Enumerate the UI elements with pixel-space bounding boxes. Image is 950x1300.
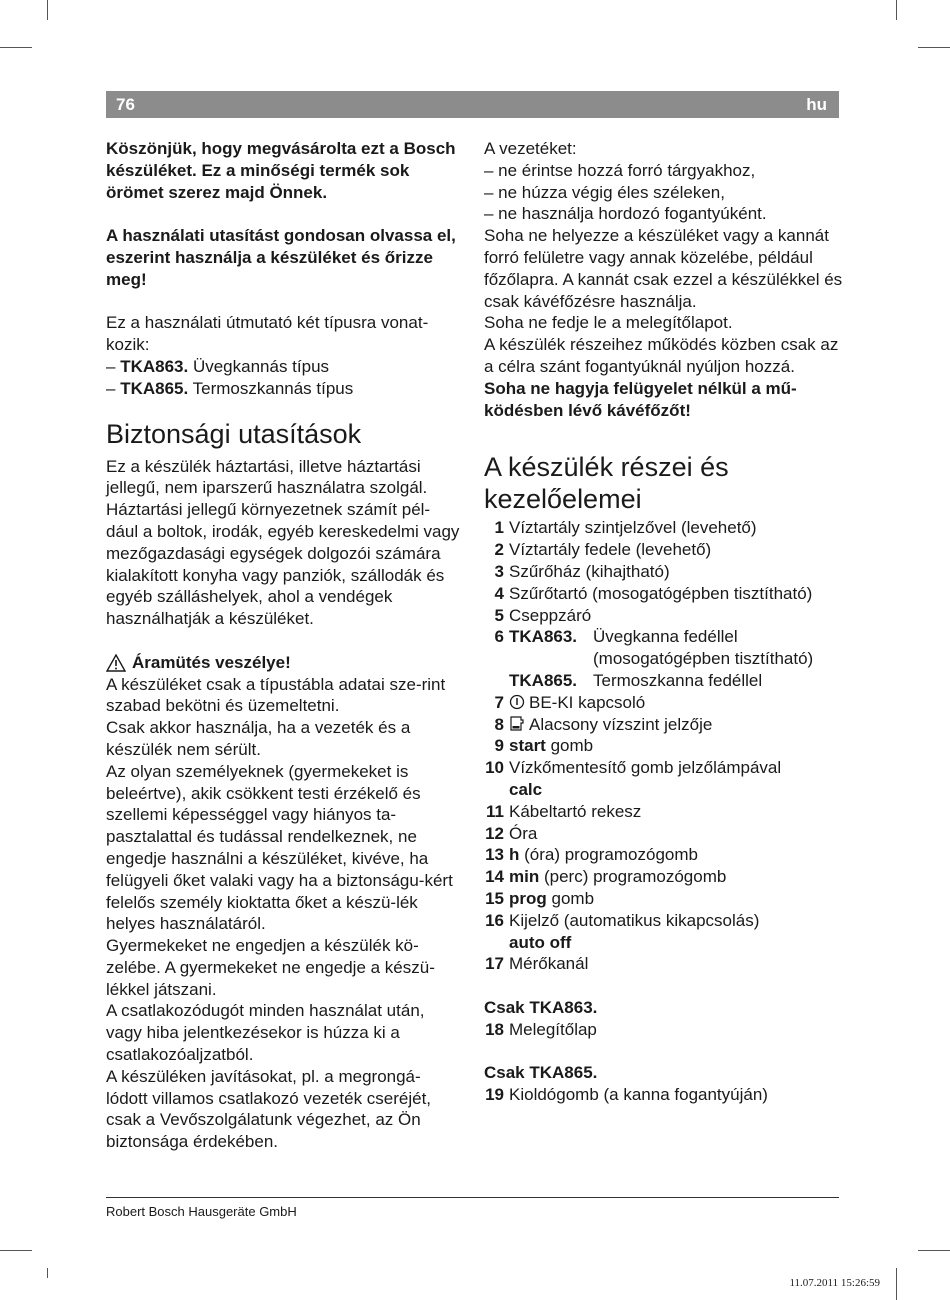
part-text: [509, 692, 844, 714]
crop-mark: [918, 1250, 950, 1251]
warning-title: Áramütés veszélye!: [132, 652, 291, 672]
list-item: [484, 801, 844, 823]
list-item: [484, 626, 844, 670]
model-item: – TKA863. Üvegkannás típus: [106, 356, 330, 376]
part-text: [509, 735, 844, 757]
warning-line: Az olyan személyeknek (gyermekeket is beleértve), akik csökkent testi érzékelő és szellemi képességgel vagy hiányos ta-pasztalattal és tudással rendelkeznek, ne engedje használni a készüléket, kivéve, ha felügyeli őket valaki vagy ha a biztonságu-kért felelős személy kioktatta őket a készü-lék helyes használatáról.: [106, 761, 453, 934]
warning-triangle-icon: [106, 654, 126, 672]
list-item: [484, 844, 844, 866]
list-item: [484, 953, 844, 975]
cable-line: Soha ne helyezze a készüléket vagy a kannát forró felületre vagy annak közelébe, például főzőlapra. A kannát csak ezzel a készülékkel és csak kávéfőzésre használja.: [484, 226, 843, 311]
part-key: prog: [509, 888, 547, 908]
part-label: gomb: [546, 888, 595, 908]
part-number: 9: [494, 736, 504, 756]
left-column: [106, 138, 462, 1153]
part-number: 2: [494, 540, 504, 560]
list-item: [484, 1084, 844, 1106]
warning-line: A csatlakozódugót minden használat után, vagy hiba jelentkezésekor is húzza ki a csatlakozóaljzatból.: [106, 1001, 425, 1065]
part-text: Kábeltartó rekesz: [509, 801, 642, 821]
part-number: 16: [485, 910, 504, 930]
list-item: [484, 692, 844, 714]
variant-desc: [593, 626, 813, 670]
part-text: [509, 866, 844, 888]
cable-line: A készülék részeihez működés közben csak az a célra szánt fogantyúknál nyúljon hozzá.: [484, 335, 839, 376]
part-number: 15: [485, 888, 504, 908]
parts-heading: A készülék részei és kezelőelemei: [484, 452, 729, 515]
cable-item: – ne érintse hozzá forró tárgyakhoz,: [484, 160, 756, 180]
variant-line: Üvegkanna fedéllel: [593, 627, 738, 647]
crop-mark: [896, 0, 897, 20]
cable-line: Soha ne fedje le a melegítőlapot.: [484, 313, 733, 333]
part-text: [509, 888, 844, 910]
water-level-icon: [509, 715, 525, 732]
part-text: Cseppzáró: [509, 605, 592, 625]
model-desc: Termoszkannás típus: [188, 378, 354, 398]
part-text: Szűrőtartó (mosogatógépben tisztítható): [509, 583, 813, 603]
only-tka863-label: Csak TKA863.: [484, 997, 598, 1017]
page-header: [106, 91, 839, 118]
variant-desc: Termoszkanna fedéllel: [593, 670, 763, 690]
list-item: [484, 539, 844, 561]
part-text: [509, 670, 844, 692]
warning-title-row: [106, 652, 462, 674]
variant-code: TKA865.: [509, 670, 578, 690]
crop-mark: [47, 0, 48, 20]
cable-item: – ne használja hordozó fogantyúként.: [484, 204, 767, 224]
list-item: [484, 1019, 844, 1041]
warning-line: A készüléken javításokat, pl. a megrongá-lódott villamos csatlakozó vezeték cseréjét, csak a Vevőszolgálatunk végezhet, az Ön biztonsága érdekében.: [106, 1066, 432, 1152]
part-label: Kijelző (automatikus kikapcsolás): [509, 910, 760, 930]
model-desc: Üvegkannás típus: [188, 356, 330, 376]
variant-code: TKA863.: [509, 627, 578, 647]
part-label: gomb: [545, 736, 594, 756]
list-item: [484, 735, 844, 757]
cable-intro: A vezetéket:: [484, 139, 577, 158]
part-text: [509, 844, 844, 866]
models-intro: Ez a használati útmutató két típusra vonat-kozik:: [106, 313, 429, 355]
model-code: TKA863.: [120, 356, 189, 376]
right-column: [484, 138, 844, 1106]
list-item: [484, 670, 844, 692]
part-number: 5: [494, 605, 504, 625]
footer-divider: [106, 1197, 839, 1198]
part-text: Víztartály fedele (levehető): [509, 540, 712, 560]
part-text: [509, 714, 844, 736]
part-text: [509, 910, 844, 954]
model-item: – TKA865. Termoszkannás típus: [106, 378, 354, 398]
parts-list-865: [484, 1084, 844, 1106]
part-number: 13: [485, 845, 504, 865]
list-item: [484, 583, 844, 605]
warning-line: A készüléket csak a típustábla adatai sze-rint szabad bekötni és üzemeltetni.: [106, 674, 446, 716]
part-label: (perc) programozógomb: [539, 867, 727, 887]
part-number: 14: [485, 867, 504, 887]
footer-company: Robert Bosch Hausgeräte GmbH: [106, 1204, 297, 1219]
warning-line: Csak akkor használja, ha a vezeték és a készülék nem sérült.: [106, 718, 411, 759]
part-number: 19: [485, 1085, 504, 1105]
crop-mark: [896, 1268, 897, 1300]
part-number: 12: [485, 823, 504, 843]
part-label: BE-KI kapcsoló: [529, 692, 646, 712]
list-item: [484, 561, 844, 583]
model-code: TKA865.: [120, 378, 189, 398]
cable-item: – ne húzza végig éles széleken,: [484, 182, 725, 202]
part-number: 10: [485, 758, 504, 778]
parts-list-863: [484, 1019, 844, 1041]
list-item: [484, 866, 844, 888]
list-item: [484, 910, 844, 954]
part-text: Kioldógomb (a kanna fogantyúján): [509, 1085, 768, 1105]
parts-list: [484, 517, 844, 975]
part-text: Víztartály szintjelzővel (levehető): [509, 518, 757, 538]
part-key: min: [509, 867, 540, 887]
variant-line: (mosogatógépben tisztítható): [593, 649, 814, 669]
part-number: 8: [494, 714, 504, 734]
part-number: 7: [494, 692, 504, 712]
part-key: h: [509, 845, 520, 865]
part-text: Melegítőlap: [509, 1019, 597, 1039]
part-number: 17: [485, 954, 504, 974]
safety-heading: Biztonsági utasítások: [106, 418, 362, 449]
part-text: [509, 626, 844, 670]
warning-line: Gyermekeket ne engedjen a készülék kö-zelébe. A gyermekeket ne engedje a készü-lékkel játszani.: [106, 936, 435, 999]
part-label: Alacsony vízszint jelzője: [529, 714, 713, 734]
crop-mark: [918, 47, 950, 48]
cable-bold-warning: Soha ne hagyja felügyelet nélkül a mű-ködésben lévő kávéfőzőt!: [484, 378, 797, 420]
part-text: Mérőkanál: [509, 954, 589, 974]
crop-mark: [0, 47, 32, 48]
list-item: [484, 757, 844, 801]
list-item: [484, 517, 844, 539]
part-key: start: [509, 736, 546, 756]
part-number: 18: [485, 1019, 504, 1039]
part-number: [484, 670, 504, 692]
part-key: auto off: [509, 932, 572, 952]
part-label: Vízkőmentesítő gomb jelzőlámpával: [509, 758, 782, 778]
variant-row: [509, 670, 844, 692]
list-item: [484, 605, 844, 627]
intro-read-instructions: A használati utasítást gondosan olvassa el, eszerint használja a készüléket és őrizze meg!: [106, 226, 456, 289]
list-item: [484, 888, 844, 910]
power-icon: [509, 694, 525, 710]
intro-thanks: Köszönjük, hogy megvásárolta ezt a Bosch készüléket. Ez a minőségi termék sok örömet szerez majd Önnek.: [106, 139, 456, 202]
page-number: 76: [116, 95, 135, 114]
part-number: 11: [486, 801, 504, 821]
part-number: 3: [494, 561, 504, 581]
part-key: calc: [509, 779, 543, 799]
part-text: [509, 757, 844, 801]
crop-mark: [47, 1268, 48, 1278]
print-timestamp: 11.07.2011 15:26:59: [789, 1277, 880, 1289]
safety-paragraph: Ez a készülék háztartási, illetve háztartási jellegű, nem iparszerű használatra szolgál. Háztartási jellegű környezetnek számít pél-dául a boltok, irodák, egyéb kereskedelmi vagy mezőgazdasági egységek dolgozói számára kialakított konyha vagy panziók, szállodák és egyéb szálláshelyek, ahol a vendégek használhatják a készüléket.: [106, 456, 460, 629]
part-text: Szűrőház (kihajtható): [509, 561, 670, 581]
part-number: 1: [494, 518, 504, 538]
part-number: 6: [494, 627, 504, 647]
part-label: (óra) programozógomb: [519, 845, 698, 865]
language-code: hu: [806, 95, 827, 114]
variant-row: [509, 626, 844, 670]
part-number: 4: [494, 583, 504, 603]
list-item: [484, 714, 844, 736]
list-item: [484, 823, 844, 845]
crop-mark: [0, 1250, 32, 1251]
only-tka865-label: Csak TKA865.: [484, 1063, 598, 1083]
part-text: Óra: [509, 823, 538, 843]
